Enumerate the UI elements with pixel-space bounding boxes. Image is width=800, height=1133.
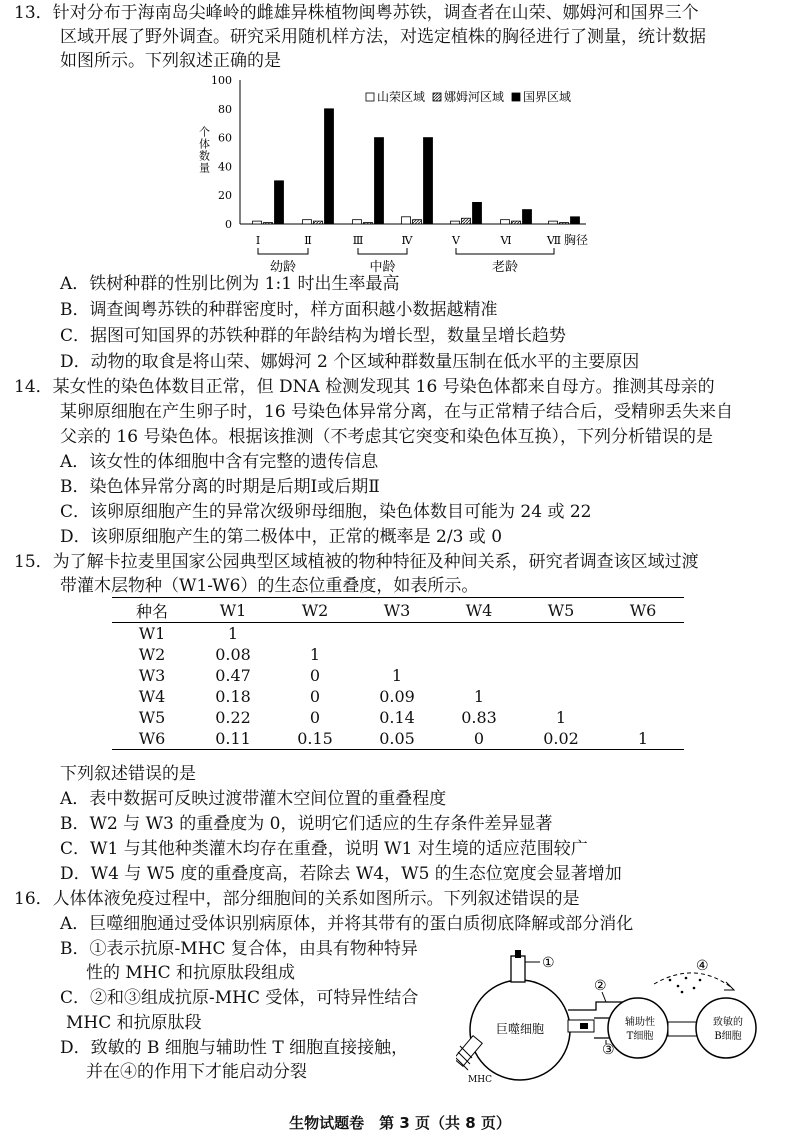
helper-t-label-2: T细胞 — [626, 1031, 654, 1042]
overlap-value-cell: 0.47 — [215, 666, 251, 685]
legend-swatch — [512, 93, 520, 101]
overlap-value-cell: 0.05 — [356, 728, 438, 750]
x-tick-label: Ⅵ — [500, 234, 512, 247]
table-row — [112, 644, 684, 665]
bound-antigen — [580, 1023, 588, 1029]
cytokine-dots — [669, 977, 702, 994]
overlap-value-cell: 0.22 — [215, 708, 251, 727]
legend-label: 山荣区域 — [377, 90, 426, 104]
x-tick-label: Ⅱ — [304, 234, 312, 247]
overlap-value-cell: 0.08 — [215, 645, 251, 664]
q16-option-b-line-1: B．①表示抗原-MHC 复合体，由具有物种特异 — [60, 939, 418, 959]
table-header: 种名 — [112, 598, 192, 623]
bar-hatch-1 — [314, 221, 323, 224]
bar-black-1 — [325, 109, 334, 224]
bar-hatch-6 — [560, 223, 569, 224]
bar-white-6 — [549, 221, 558, 224]
chart-legend — [366, 89, 571, 104]
species-name-cell: W3 — [138, 666, 166, 685]
table-header: W1 — [192, 598, 274, 623]
overlap-value-cell: 0 — [438, 728, 520, 750]
cytokine-arrow — [654, 973, 732, 988]
q15-option-c: C．W1 与其他种类灌木均存在重叠，说明 W1 对生境的适应范围较广 — [60, 839, 588, 859]
age-group-label: 中龄 — [369, 260, 396, 275]
overlap-value-cell: 0.18 — [215, 687, 251, 706]
overlap-value-cell — [602, 707, 684, 728]
overlap-value-cell: 1 — [391, 666, 403, 685]
overlap-value-cell: 1 — [227, 624, 239, 643]
overlap-value-cell — [520, 623, 602, 645]
page-footer: 生物试题卷 第 3 页（共 8 页） — [289, 1114, 511, 1132]
overlap-value-cell: 0 — [309, 708, 321, 727]
q15-option-a: A．表中数据可反映过渡带灌木空间位置的重叠程度 — [60, 789, 447, 809]
q14-stem-line-1: 14．某女性的染色体数目正常，但 DNA 检测发现其 16 号染色体都来自母方。推测其母亲的 — [14, 377, 715, 397]
bar-white-5 — [501, 220, 510, 224]
q16-option-d-line-1: D．致敏的 B 细胞与辅助性 T 细胞直接接触， — [60, 1038, 409, 1058]
b-cell-label-1: 致敏的 — [713, 1017, 743, 1028]
overlap-value-cell — [602, 665, 684, 686]
overlap-value-cell: 0 — [309, 687, 321, 706]
y-tick-label: 80 — [218, 102, 232, 116]
table-header: W6 — [602, 598, 684, 623]
x-tick-label: Ⅳ — [401, 234, 413, 247]
bar-black-2 — [375, 138, 384, 224]
y-tick-label: 20 — [218, 189, 232, 203]
helper-t-label-1: 辅助性 — [625, 1017, 655, 1028]
mhc-label: MHC — [468, 1075, 492, 1085]
age-group-bracket — [456, 248, 554, 254]
bar-hatch-4 — [462, 218, 471, 224]
q15-option-d: D．W4 与 W5 度的重叠度高，若除去 W4，W5 的生态位宽度会显著增加 — [60, 864, 622, 884]
bar-black-0 — [275, 181, 284, 224]
bar-hatch-3 — [413, 220, 422, 224]
overlap-value-cell: 1 — [555, 708, 567, 727]
overlap-value-cell: 0.09 — [379, 687, 415, 706]
q15-stem-line-1: 15．为了解卡拉麦里国家公园典型区域植被的物种特征及种间关系，研究者调查该区域过渡 — [14, 552, 699, 572]
table-header-row — [112, 598, 684, 623]
age-group-label: 老龄 — [491, 260, 519, 275]
table-row — [112, 728, 684, 750]
table-row — [112, 707, 684, 728]
overlap-value-cell: 0.14 — [379, 708, 415, 727]
overlap-value-cell: 1 — [602, 728, 684, 750]
overlap-value-cell — [438, 644, 520, 665]
marker-4: ④ — [696, 958, 709, 974]
q14-stem-line-3: 父亲的 16 号染色体。根据该推测（不考虑其它突变和染色体互换），下列分析错误的是 — [60, 427, 713, 447]
overlap-value-cell — [602, 644, 684, 665]
y-tick-label: 40 — [218, 160, 232, 174]
immune-cell-diagram — [456, 940, 786, 1086]
x-tick-label: Ⅲ — [352, 234, 364, 247]
table-header: W5 — [520, 598, 602, 623]
y-tick-label: 60 — [218, 131, 232, 145]
marker-3: ③ — [602, 1042, 615, 1058]
y-tick-label: 0 — [225, 218, 232, 231]
bar-white-4 — [451, 221, 460, 224]
t-b-contact — [668, 1022, 698, 1036]
x-tick-label: Ⅴ — [452, 234, 460, 247]
overlap-value-cell: 1 — [309, 645, 321, 664]
x-axis-label: 胸径 — [563, 233, 588, 247]
bar-hatch-5 — [512, 221, 521, 224]
q16-option-a: A．巨噬细胞通过受体识别病原体，并将其带有的蛋白质彻底降解或部分消化 — [60, 914, 634, 934]
overlap-value-cell — [438, 623, 520, 645]
overlap-value-cell — [356, 644, 438, 665]
q14-option-a: A．该女性的体细胞中含有完整的遗传信息 — [60, 452, 379, 472]
table-row — [112, 686, 684, 707]
y-axis-label: 个体数量 — [197, 126, 211, 174]
x-tick-label: Ⅰ — [255, 234, 261, 247]
age-group-bracket — [258, 248, 308, 254]
q14-option-b: B．染色体异常分离的时期是后期Ⅰ或后期Ⅱ — [60, 477, 380, 497]
q13-option-c: C．据图可知国界的苏铁种群的年龄结构为增长型，数量呈增长趋势 — [60, 326, 567, 346]
bar-black-5 — [523, 210, 532, 224]
table-header: W2 — [274, 598, 356, 623]
overlap-value-cell — [602, 623, 684, 645]
overlap-value-cell — [520, 686, 602, 707]
legend-label: 国界区域 — [523, 90, 572, 104]
bar-white-1 — [303, 220, 312, 224]
q14-stem-line-2: 某卵原细胞在产生卵子时，16 号染色体异常分离，在与正常精子结合后，受精卵丢失来自 — [60, 402, 734, 422]
q13-stem-line-3: 如图所示。下列叙述正确的是 — [60, 51, 281, 71]
legend-label: 娜姆河区域 — [444, 90, 505, 104]
bar-white-3 — [402, 217, 411, 224]
chart-bars — [253, 109, 580, 224]
overlap-value-cell: 0 — [309, 666, 321, 685]
q15-question: 下列叙述错误的是 — [60, 764, 196, 784]
legend-swatch — [433, 93, 441, 101]
chart-labels — [198, 74, 589, 275]
overlap-value-cell: 0.02 — [520, 728, 602, 750]
q16-option-c-line-1: C．②和③组成抗原-MHC 受体，可特异性结合 — [60, 988, 419, 1008]
q16-option-c-line-2: MHC 和抗原肽段 — [66, 1013, 202, 1033]
overlap-value-cell: 0.15 — [274, 728, 356, 750]
activated-b-cell — [696, 998, 756, 1058]
table-row — [112, 623, 684, 645]
species-name-cell: W6 — [112, 728, 192, 750]
q16-stem: 16．人体体液免疫过程中，部分细胞间的关系如图所示。下列叙述错误的是 — [14, 889, 580, 909]
overlap-value-cell — [520, 644, 602, 665]
overlap-value-cell — [274, 623, 356, 645]
macrophage-label: 巨噬细胞 — [495, 1022, 545, 1036]
antigen-peptide — [515, 950, 521, 958]
bar-white-0 — [253, 221, 262, 224]
species-name-cell: W4 — [138, 687, 166, 706]
q15-stem-line-2: 带灌木层物种（W1-W6）的生态位重叠度，如表所示。 — [60, 576, 479, 596]
overlap-value-cell — [356, 623, 438, 645]
overlap-value-cell — [438, 665, 520, 686]
overlap-value-cell: 0.11 — [192, 728, 274, 750]
q15-option-b: B．W2 与 W3 的重叠度为 0，说明它们适应的生存条件差异显著 — [60, 814, 553, 834]
q14-option-c: C．该卵原细胞产生的异常次级卵母细胞，染色体数目可能为 24 或 22 — [60, 502, 592, 522]
bar-hatch-2 — [364, 223, 373, 224]
b-cell-label-2: B细胞 — [714, 1031, 742, 1042]
overlap-value-cell — [520, 665, 602, 686]
marker-2: ② — [594, 978, 607, 994]
bar-black-4 — [473, 202, 482, 224]
niche-overlap-table — [112, 597, 684, 750]
species-name-cell: W2 — [138, 645, 166, 664]
q13-stem-line-2: 区域开展了野外调查。研究采用随机样方法，对选定植株的胸径进行了测量，统计数据 — [60, 27, 706, 47]
q13-stem-line-1: 13．针对分布于海南岛尖峰岭的雌雄异株植物闽粤苏铁，调查者在山荣、娜姆河和国界三个 — [14, 3, 699, 23]
overlap-value-cell: 1 — [473, 687, 485, 706]
antigen-mhc-complex — [511, 956, 525, 982]
age-structure-bar-chart — [186, 66, 606, 278]
q13-option-b: B．调查闽粤苏铁的种群密度时，样方面积越小数据越精准 — [60, 300, 498, 320]
species-name-cell: W1 — [138, 624, 166, 643]
bar-hatch-0 — [264, 223, 273, 224]
bar-black-6 — [571, 217, 580, 224]
x-tick-label: Ⅶ — [546, 234, 562, 247]
overlap-value-cell — [602, 686, 684, 707]
table-row — [112, 665, 684, 686]
q16-option-d-line-2: 并在④的作用下才能启动分裂 — [86, 1062, 307, 1082]
q14-option-d: D．该卵原细胞产生的第二极体中，正常的概率是 2/3 或 0 — [60, 527, 503, 547]
bar-black-3 — [424, 138, 433, 224]
q13-option-d: D．动物的取食是将山荣、娜姆河 2 个区域种群数量压制在低水平的主要原因 — [60, 352, 640, 372]
age-group-label: 幼龄 — [269, 260, 297, 275]
q13-option-a: A．铁树种群的性别比例为 1:1 时出生率最高 — [60, 274, 400, 294]
overlap-value-cell: 0.83 — [461, 708, 497, 727]
species-name-cell: W5 — [138, 708, 166, 727]
marker-1: ① — [542, 955, 555, 971]
bar-white-2 — [353, 220, 362, 224]
q16-option-b-line-2: 性的 MHC 和抗原肽段组成 — [86, 963, 296, 983]
table-header: W3 — [356, 598, 438, 623]
age-group-bracket — [358, 248, 407, 254]
table-header: W4 — [438, 598, 520, 623]
helper-t-cell — [608, 998, 668, 1058]
legend-swatch — [366, 93, 374, 101]
y-tick-label: 100 — [211, 74, 232, 87]
